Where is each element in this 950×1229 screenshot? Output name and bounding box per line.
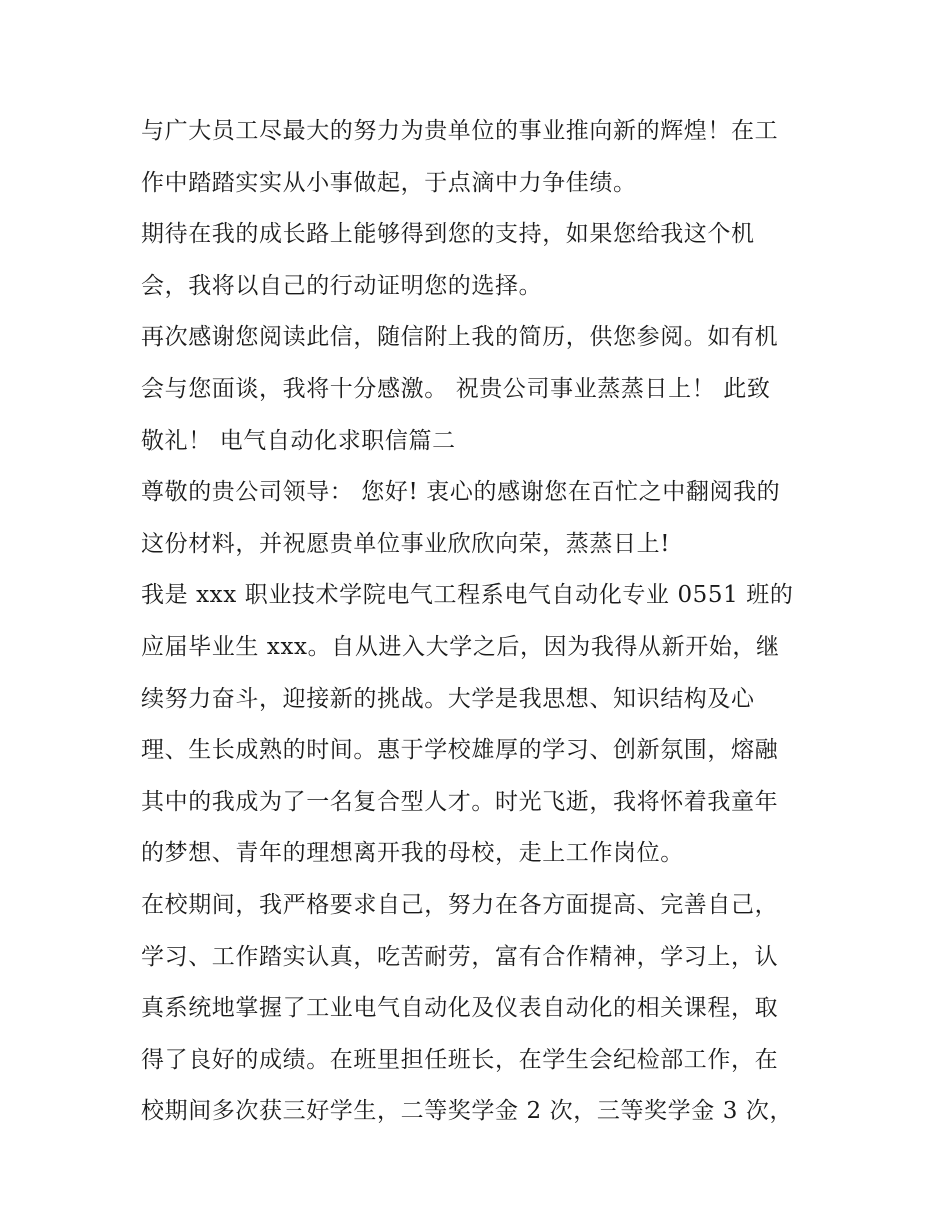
text-line: 会，我将以自己的行动证明您的选择。 <box>141 272 543 299</box>
text-line: 会与您面谈，我将十分感激。 祝贵公司事业蒸蒸日上！ 此致 <box>141 375 771 402</box>
text-line: 应届毕业生 xxx。自从进入大学之后，因为我得从新开始，继 <box>141 633 780 660</box>
text-line: 校期间多次获三好学生，二等奖学金 2 次，三等奖学金 3 次， <box>141 1098 794 1125</box>
text-line: 真系统地掌握了工业电气自动化及仪表自动化的相关课程，取 <box>141 995 779 1022</box>
text-line: 学习、工作踏实认真，吃苦耐劳，富有合作精神，学习上，认 <box>141 943 779 970</box>
text-line: 与广大员工尽最大的努力为贵单位的事业推向新的辉煌！在工 <box>141 118 779 144</box>
text-line: 作中踏踏实实从小事做起，于点滴中力争佳绩。 <box>141 169 637 196</box>
text-line: 在校期间，我严格要求自己，努力在各方面提高、完善自己， <box>141 891 779 918</box>
text-line: 敬礼！ 电气自动化求职信篇二 <box>141 427 456 454</box>
text-line: 其中的我成为了一名复合型人才。时光飞逝，我将怀着我童年 <box>141 788 779 815</box>
text-line: 再次感谢您阅读此信，随信附上我的简历，供您参阅。如有机 <box>141 324 779 351</box>
text-line: 得了良好的成绩。在班里担任班长，在学生会纪检部工作，在 <box>141 1046 779 1073</box>
text-line: 这份材料，并祝愿贵单位事业欣欣向荣，蒸蒸日上! <box>141 530 671 557</box>
letter-body <box>141 106 821 1138</box>
text-line: 续努力奋斗，迎接新的挑战。大学是我思想、知识结构及心 <box>141 685 755 712</box>
text-line: 期待在我的成长路上能够得到您的支持，如果您给我这个机 <box>141 221 755 248</box>
text-line: 我是 xxx 职业技术学院电气工程系电气自动化专业 0551 班的 <box>141 582 794 609</box>
text-line: 的梦想、青年的理想离开我的母校，走上工作岗位。 <box>141 840 684 867</box>
text-line: 尊敬的贵公司领导： 您好! 衷心的感谢您在百忙之中翻阅我的 <box>141 479 781 506</box>
text-line: 理、生长成熟的时间。惠于学校雄厚的学习、创新氛围，熔融 <box>141 737 779 764</box>
